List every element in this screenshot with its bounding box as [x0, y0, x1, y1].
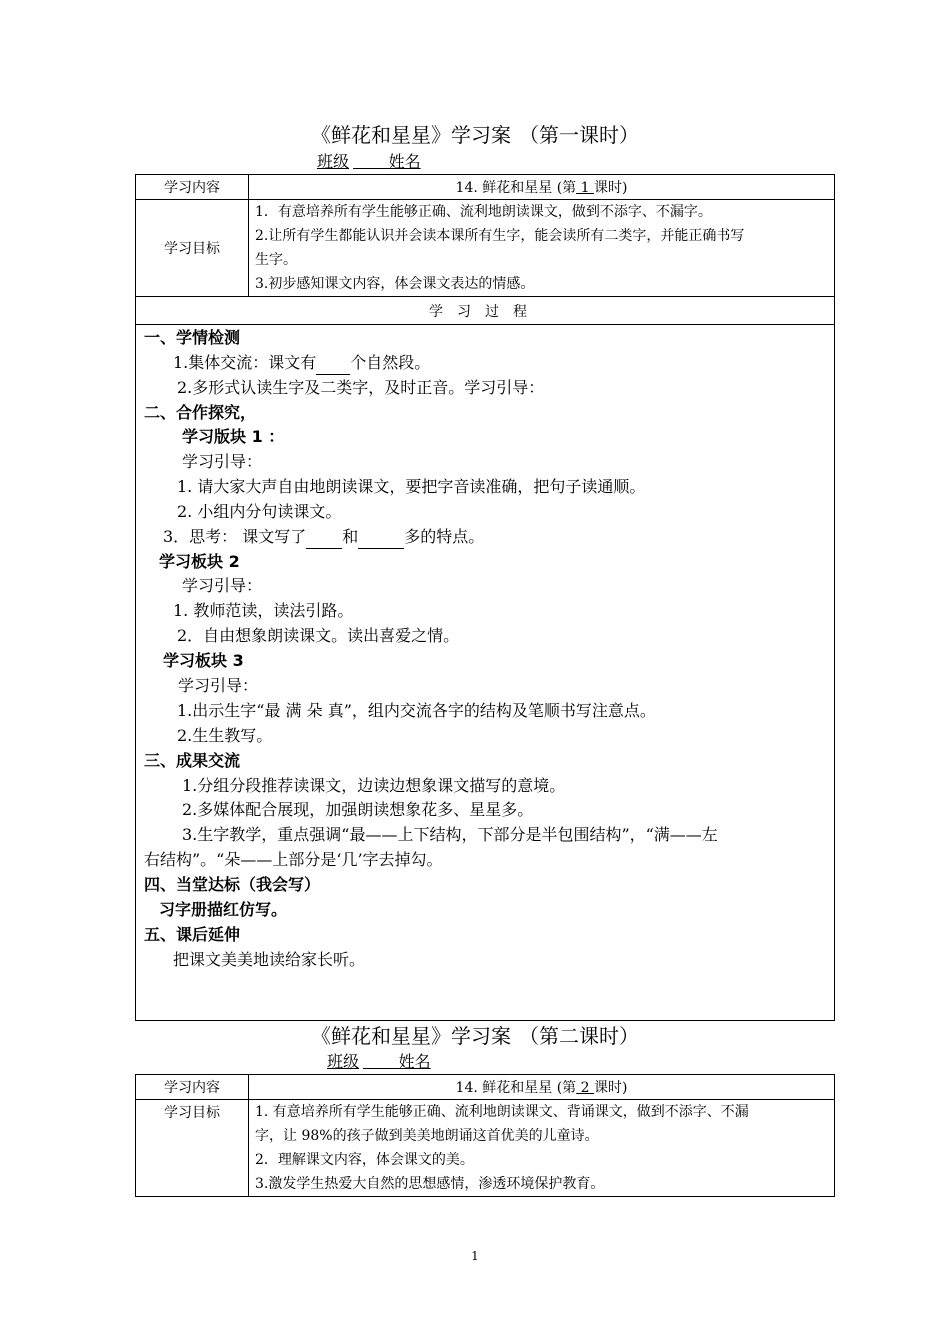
- lesson2-title-sub: （第二课时）: [519, 1024, 639, 1048]
- goal-item: 1．有意培养所有学生能够正确、流利地朗读课文，做到不添字、不漏字。: [255, 204, 712, 220]
- process-line: 1. 教师范读，读法引路。: [173, 601, 354, 620]
- text: 个自然段。: [350, 353, 431, 372]
- goal-list: [249, 1100, 835, 1197]
- process-line: 2. 小组内分句读课文。: [177, 502, 342, 521]
- process-line: [163, 526, 484, 549]
- process-line: 2.生生教写。: [177, 726, 273, 745]
- lesson1-title-main: 《鲜花和星星》学习案: [311, 123, 511, 147]
- text: 多的特点。: [404, 527, 485, 546]
- lesson1-title: [0, 122, 950, 148]
- process-line: 2.多媒体配合展现，加强朗读想象花多、星星多。: [182, 800, 534, 819]
- content-label: 学习内容: [136, 175, 249, 200]
- class-label: 班级: [327, 1052, 360, 1071]
- blank: [316, 352, 350, 375]
- content-num: 2: [576, 1080, 594, 1096]
- lesson1-class-name-line: [317, 152, 421, 172]
- goal-item: 2.让所有学生都能认识并会读本课所有生字，能会读所有二类字，并能正确书写: [255, 228, 745, 244]
- text: 1.集体交流：课文有: [173, 353, 317, 372]
- process-line: 学习引导：: [182, 452, 263, 471]
- name-label: 姓名: [398, 1052, 431, 1071]
- name-label: 姓名: [388, 152, 421, 171]
- lesson2-class-name-line: [327, 1052, 431, 1072]
- process-line: 习字册描红仿写。: [159, 900, 288, 919]
- lesson2-table: [135, 1074, 835, 1197]
- lesson2-title: [0, 1023, 950, 1049]
- process-line: [173, 352, 430, 375]
- process-line: 2.多形式认读生字及二类字，及时正音。学习引导：: [177, 378, 545, 397]
- process-line: 3.生字教学，重点强调“最——上下结构，下部分是半包围结构”，“满——左: [182, 825, 718, 844]
- content-num: 1: [576, 180, 594, 196]
- text: 3．思考： 课文写了: [163, 527, 307, 546]
- process-line: 1.出示生字“最 满 朵 真”，组内交流各字的结构及笔顺书写注意点。: [177, 701, 656, 720]
- section-heading: 五、课后延伸: [144, 925, 241, 944]
- lesson1-title-sub: （第一课时）: [519, 123, 639, 147]
- section-heading: 二、合作探究，: [144, 403, 257, 422]
- content-label: 学习内容: [136, 1075, 249, 1100]
- goal-item: 生字。: [255, 252, 297, 268]
- module-heading: 学习板块 2: [159, 552, 240, 571]
- content-pre: 14. 鲜花和星星 (第: [455, 180, 577, 196]
- process-line: 1.分组分段推荐读课文，边读边想象课文描写的意境。: [182, 776, 566, 795]
- text: 和: [342, 527, 359, 546]
- process-line: 2．自由想象朗读课文。读出喜爱之情。: [177, 626, 460, 645]
- section-heading: 四、当堂达标（我会写）: [144, 875, 321, 894]
- process-line: 右结构”。“朵——上部分是‘几’字去掉勾。: [144, 850, 443, 869]
- process-line: 学习引导：: [178, 676, 259, 695]
- process-body: [136, 325, 835, 1021]
- goal-item: 2．理解课文内容，体会课文的美。: [255, 1152, 474, 1168]
- process-title: 学习过程: [136, 297, 835, 325]
- blank: [358, 526, 404, 549]
- page-number: 1: [471, 1249, 479, 1263]
- module-heading: 学习板块 3: [163, 651, 244, 670]
- content-post: 课时): [593, 180, 628, 196]
- goal-item: 3.初步感知课文内容，体会课文表达的情感。: [255, 276, 535, 292]
- process-line: 把课文美美地读给家长听。: [173, 950, 366, 969]
- section-heading: 三、成果交流: [144, 751, 241, 770]
- goal-label: 学习目标: [136, 1100, 249, 1197]
- content-post: 课时): [593, 1080, 628, 1096]
- goal-list: [249, 200, 835, 297]
- content-value: [249, 175, 835, 200]
- lesson2-title-main: 《鲜花和星星》学习案: [311, 1024, 511, 1048]
- process-line: 学习引导：: [182, 576, 263, 595]
- content-value: [249, 1075, 835, 1100]
- goal-item: 3.激发学生热爱大自然的思想感情，渗透环境保护教育。: [255, 1176, 605, 1192]
- goal-label: 学习目标: [136, 200, 249, 297]
- blank: [306, 526, 342, 549]
- class-label: 班级: [317, 152, 350, 171]
- lesson1-table: [135, 174, 835, 1021]
- process-line: 1. 请大家大声自由地朗读课文，要把字音读准确，把句子读通顺。: [177, 477, 646, 496]
- section-heading: 一、学情检测: [144, 328, 241, 347]
- goal-item: 字，让 98%的孩子做到美美地朗诵这首优美的儿童诗。: [255, 1128, 599, 1144]
- content-pre: 14. 鲜花和星星 (第: [455, 1080, 577, 1096]
- goal-item: 1. 有意培养所有学生能够正确、流利地朗读课文、背诵课文，做到不添字、不漏: [255, 1104, 749, 1120]
- module-heading: 学习版块 1 ：: [182, 427, 285, 446]
